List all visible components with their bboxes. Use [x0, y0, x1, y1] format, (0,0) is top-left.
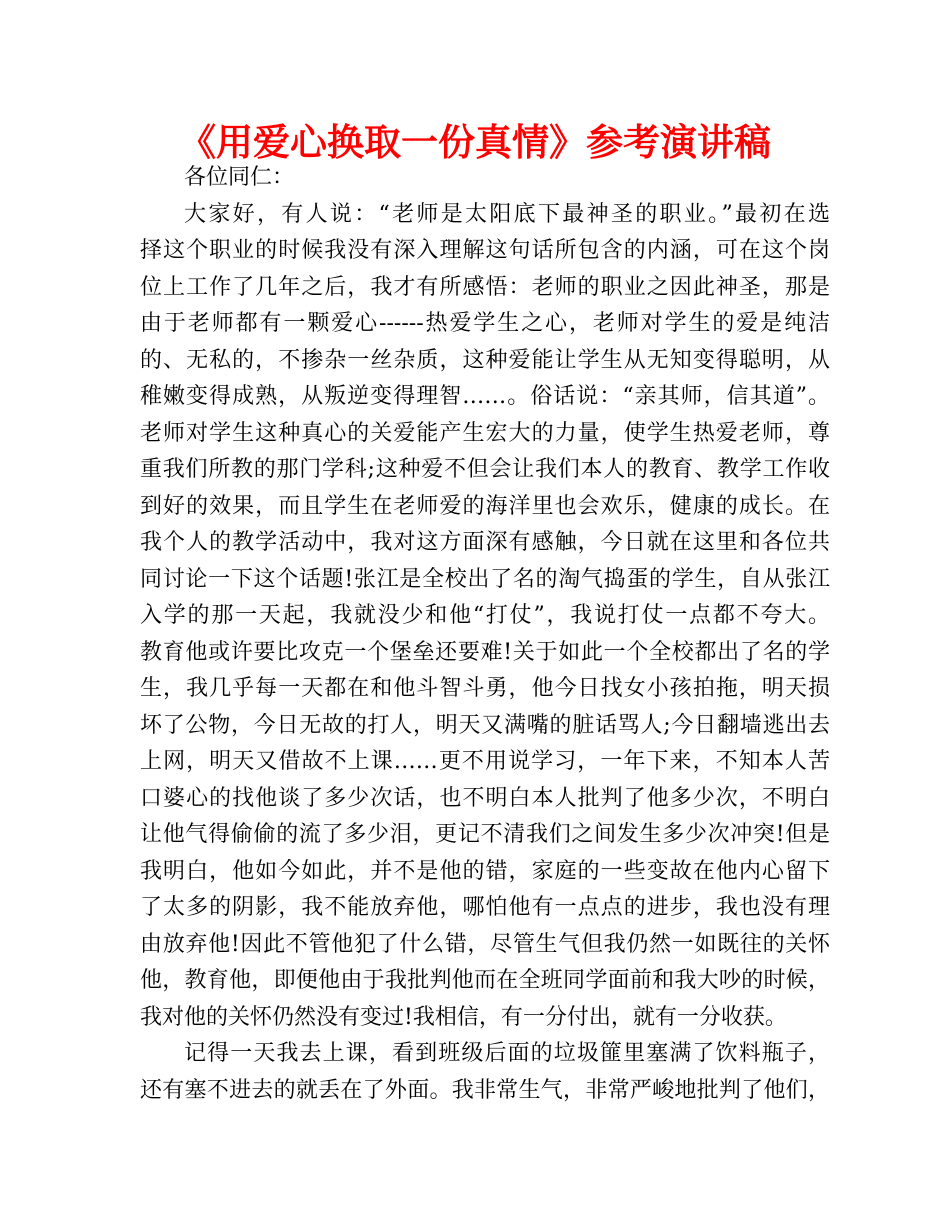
greeting-line: 各位同仁：: [184, 165, 295, 190]
paragraph-line: 口婆心的找他谈了多少次话，也不明白本人批判了他多少次，不明白: [140, 785, 830, 811]
paragraph-line: 让他气得偷偷的流了多少泪，更记不清我们之间发生多少次冲突!但是: [140, 822, 830, 847]
paragraph-line: 他，教育他，即便他由于我批判他而在全班同学面前和我大吵的时候，: [140, 968, 830, 993]
paragraph-line: 重我们所教的那门学科;这种爱不但会让我们本人的教育、教学工作收: [140, 457, 830, 482]
paragraph-line: 大家好，有人说：“老师是太阳底下最神圣的职业。”最初在选: [184, 201, 830, 227]
paragraph-line: 我个人的教学活动中，我对这方面深有感触，今日就在这里和各位共: [140, 530, 830, 555]
paragraph-line: 同讨论一下这个话题!张江是全校出了名的淘气捣蛋的学生，自从张江: [140, 566, 830, 592]
paragraph-line: 由于老师都有一颗爱心------热爱学生之心，老师对学生的爱是纯洁: [140, 311, 830, 336]
document-title: 《用爱心换取一份真情》参考演讲稿: [179, 121, 771, 164]
paragraph-line: 记得一天我去上课，看到班级后面的垃圾篚里塞满了饮料瓶子，: [184, 1041, 830, 1066]
paragraph-line: 教育他或许要比攻克一个堡垒还要难!关于如此一个全校都出了名的学: [140, 639, 830, 665]
paragraph-line: 上网，明天又借故不上课……更不用说学习，一年下来，不知本人苦: [140, 749, 830, 774]
paragraph-line: 择这个职业的时候我没有深入理解这句话所包含的内涵，可在这个岗: [140, 238, 830, 263]
paragraph-line: 稚嫩变得成熟，从叛逆变得理智……。俗话说：“亲其师，信其道”。: [140, 384, 830, 409]
paragraph-line: 的、无私的，不掺杂一丝杂质，这种爱能让学生从无知变得聪明，从: [140, 347, 830, 373]
paragraph-line: 我对他的关怀仍然没有变过!我相信，有一分付出，就有一分收获。: [140, 1004, 787, 1030]
document-body: [140, 160, 830, 1109]
paragraph-line: 到好的效果，而且学生在老师爱的海洋里也会欢乐，健康的成长。在: [140, 493, 830, 519]
paragraph-line: 由放弃他!因此不管他犯了什么错，尽管生气但我仍然一如既往的关怀: [140, 931, 830, 957]
paragraph-line: 入学的那一天起，我就没少和他“打仗”，我说打仗一点都不夸大。: [140, 603, 830, 628]
paragraph-line: 还有塞不进去的就丢在了外面。我非常生气，非常严峻地批判了他们，: [140, 1077, 830, 1103]
paragraph-line: 老师对学生这种真心的关爱能产生宏大的力量，使学生热爱老师，尊: [140, 420, 830, 446]
paragraph-line: 了太多的阴影，我不能放弃他，哪怕他有一点点的进步，我也没有理: [140, 895, 830, 920]
paragraph-line: 生，我几乎每一天都在和他斗智斗勇，他今日找女小孩拍拖，明天损: [140, 676, 830, 701]
paragraph-line: 我明白，他如今如此，并不是他的错，家庭的一些变故在他内心留下: [140, 858, 830, 884]
paragraph-line: 坏了公物，今日无故的打人，明天又满嘴的脏话骂人;今日翻墙逃出去: [140, 712, 830, 738]
paragraph-line: 位上工作了几年之后，我才有所感悟：老师的职业之因此神圣，那是: [140, 274, 830, 300]
